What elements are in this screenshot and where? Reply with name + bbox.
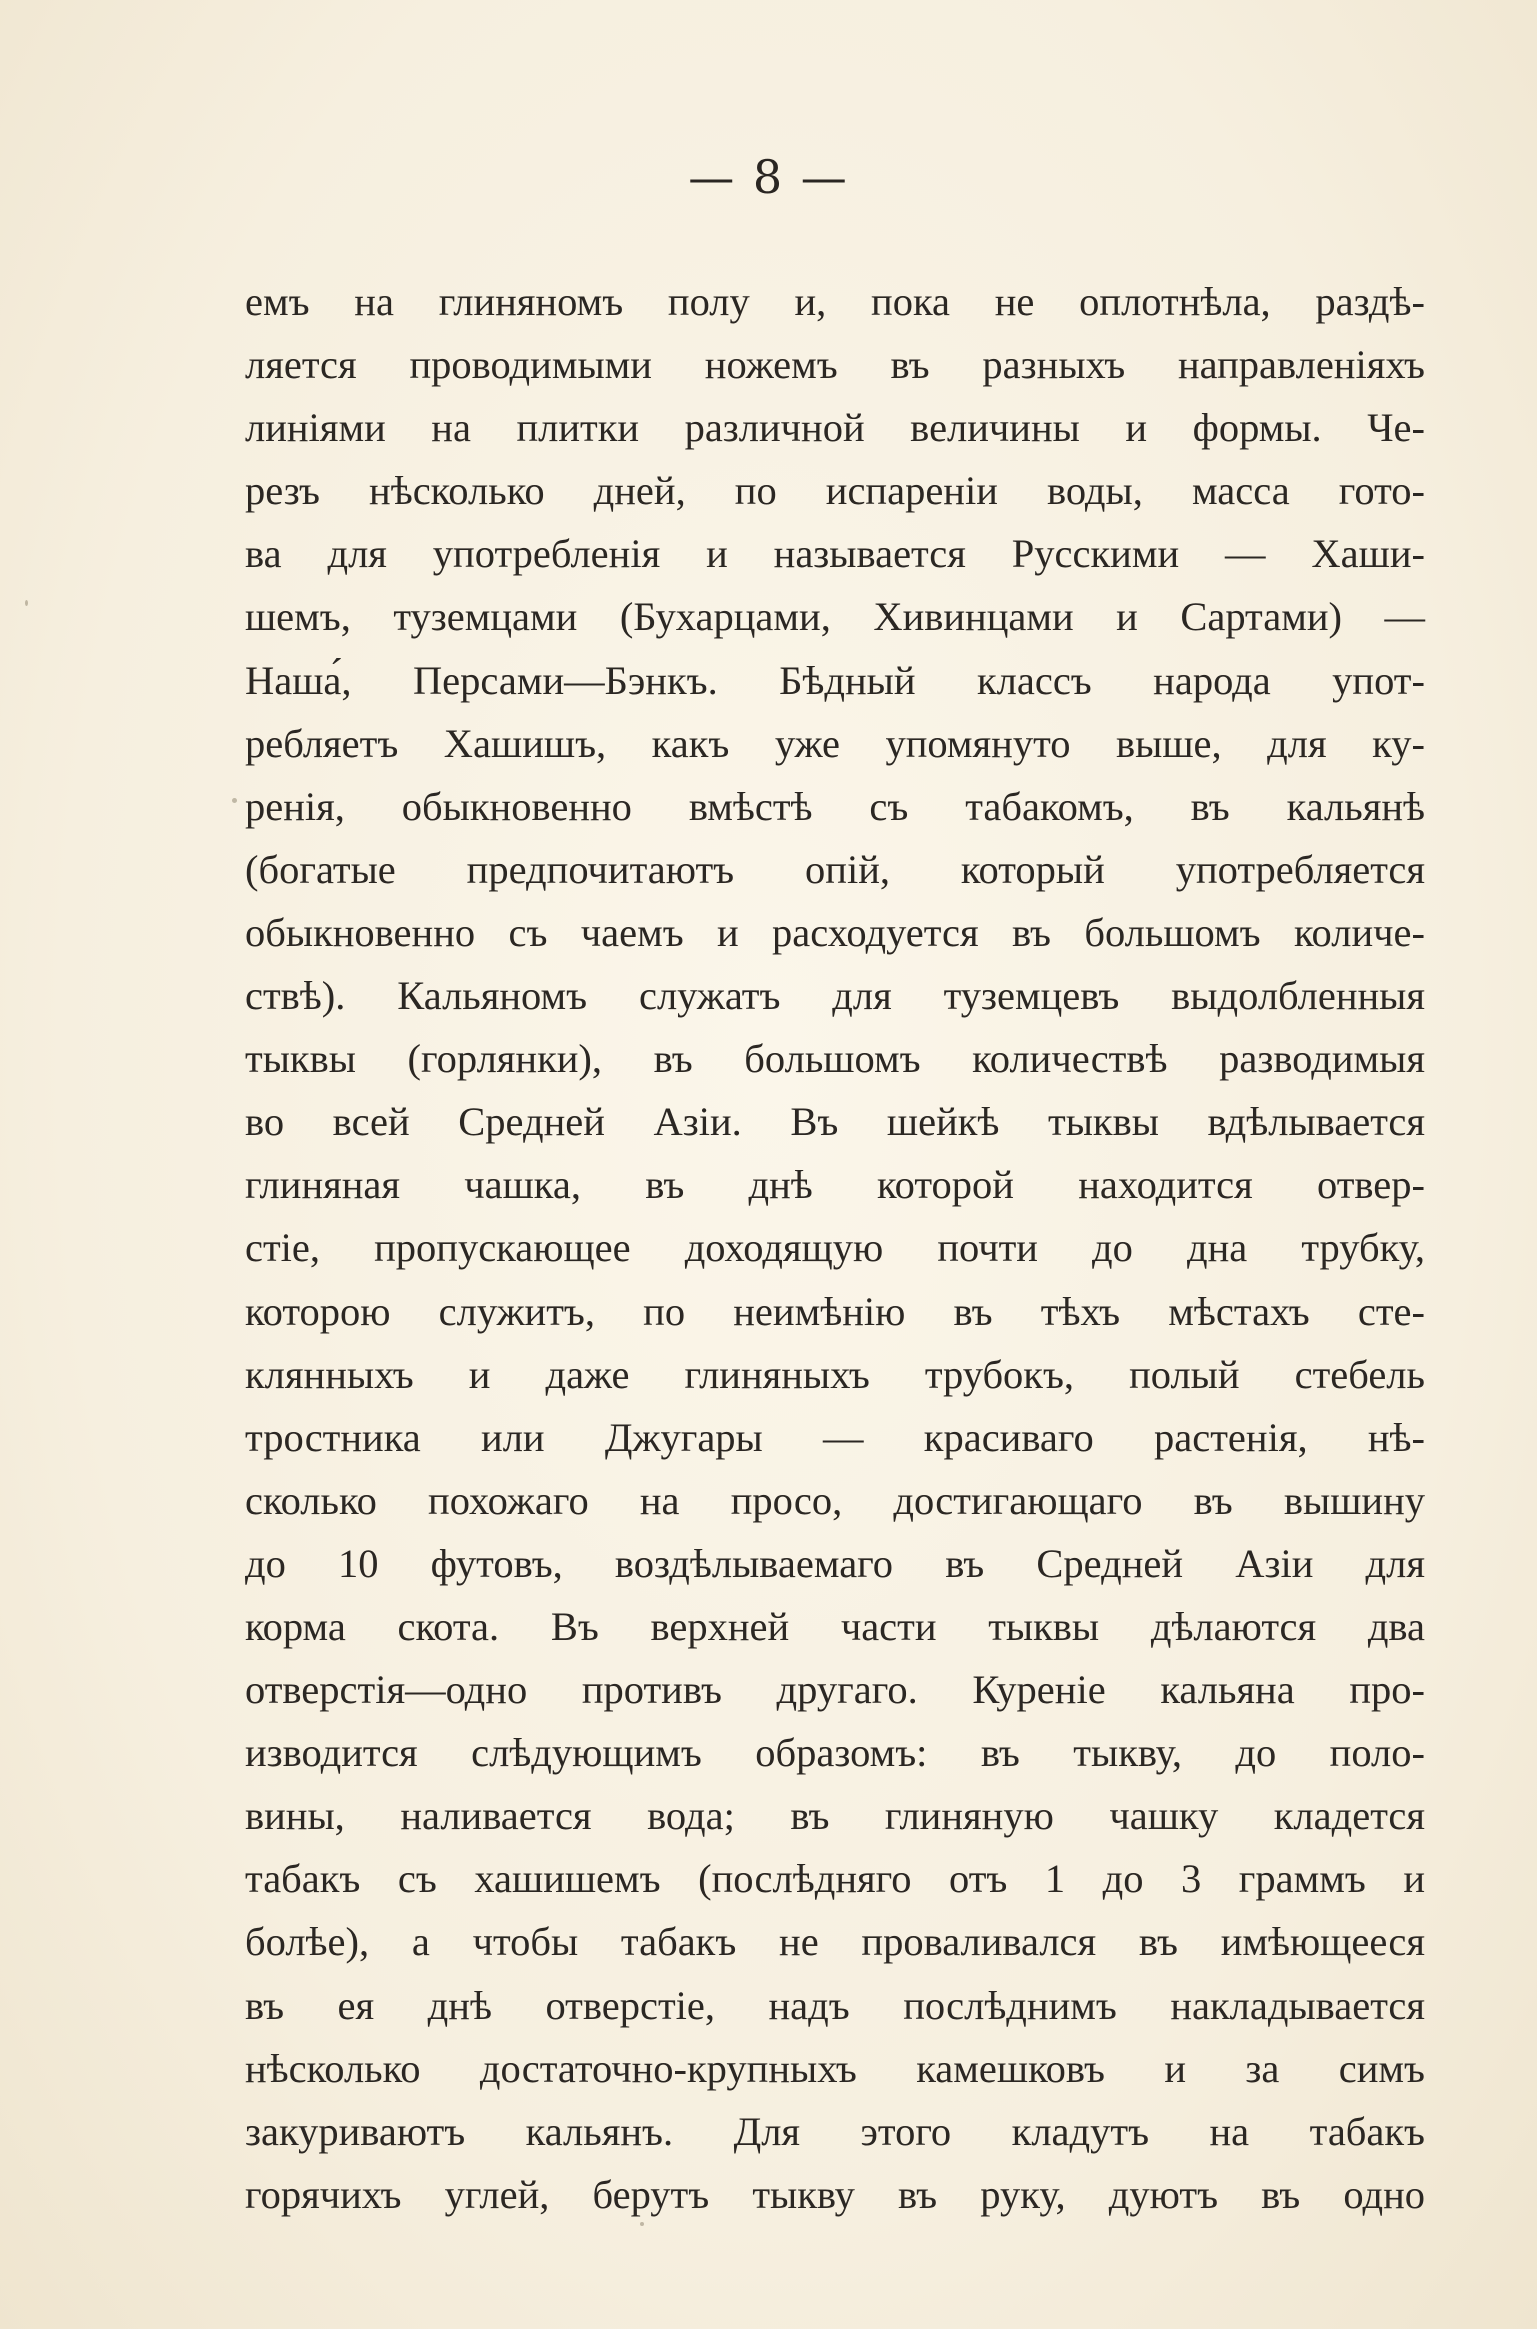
text-line: закуриваютъ кальянъ. Для этого кладутъ на табакъ — [245, 2108, 1425, 2154]
page-number: — 8 — — [688, 150, 849, 204]
text-line: корма скота. Въ верхней части тыквы дѣлаются два — [245, 1603, 1425, 1649]
text-line: обыкновенно съ чаемъ и расходуется въ большомъ количе- — [245, 909, 1425, 955]
text-line: ляется проводимыми ножемъ въ разныхъ направленіяхъ — [245, 342, 1425, 388]
text-line: резъ нѣсколько дней, по испареніи воды, масса гото- — [245, 468, 1425, 514]
text-line: въ ея днѣ отверстіе, надъ послѣднимъ накладывается — [245, 1982, 1425, 2028]
text-line: глиняная чашка, въ днѣ которой находится отвер- — [245, 1162, 1425, 1208]
text-line: табакъ съ хашишемъ (послѣдняго отъ 1 до 3 граммъ и — [245, 1856, 1425, 1902]
text-line: вины, наливается вода; въ глиняную чашку кладется — [245, 1793, 1425, 1839]
text-line: до 10 футовъ, воздѣлываемаго въ Средней Азіи для — [245, 1540, 1425, 1586]
text-line: изводится слѣдующимъ образомъ: въ тыкву, до поло- — [245, 1730, 1425, 1776]
paper-speck — [25, 600, 28, 606]
text-line: ребляетъ Хашишъ, какъ уже упомянуто выше, для ку- — [245, 720, 1425, 766]
body-text — [245, 270, 1425, 2226]
text-line: сколько похожаго на просо, достигающаго въ вышину — [245, 1477, 1425, 1523]
text-line: тростника или Джугары — красиваго растенія, нѣ- — [245, 1414, 1425, 1460]
text-line: шемъ, туземцами (Бухарцами, Хивинцами и Сартами) — — [245, 594, 1425, 640]
text-line: ренія, обыкновенно вмѣстѣ съ табакомъ, въ кальянѣ — [245, 783, 1425, 829]
paper-speck — [232, 798, 237, 803]
text-line: нѣсколько достаточно-крупныхъ камешковъ и за симъ — [245, 2045, 1425, 2091]
text-line: тыквы (горлянки), въ большомъ количествѣ разводимыя — [245, 1036, 1425, 1082]
text-line: стіе, пропускающее доходящую почти до дна трубку, — [245, 1225, 1425, 1271]
paper-speck — [640, 2222, 644, 2226]
text-line: во всей Средней Азіи. Въ шейкѣ тыквы вдѣлывается — [245, 1099, 1425, 1145]
text-line: которою служитъ, по неимѣнію въ тѣхъ мѣстахъ сте- — [245, 1288, 1425, 1334]
text-line: (богатые предпочитаютъ опій, который употребляется — [245, 846, 1425, 892]
text-line: горячихъ углей, берутъ тыкву въ руку, дуютъ въ одно — [245, 2171, 1425, 2217]
text-line: ва для употребленія и называется Русскими — Хаши- — [245, 531, 1425, 577]
text-line: емъ на глиняномъ полу и, пока не оплотнѣла, раздѣ- — [245, 279, 1425, 324]
text-line: ствѣ). Кальяномъ служатъ для туземцевъ выдолбленныя — [245, 973, 1425, 1019]
text-line: болѣе), а чтобы табакъ не проваливался въ имѣющееся — [245, 1919, 1425, 1965]
text-line: Наша́, Персами—Бэнкъ. Бѣдный классъ народа упот- — [245, 657, 1425, 703]
text-line: клянныхъ и даже глиняныхъ трубокъ, полый стебель — [245, 1351, 1425, 1397]
text-line: линіями на плитки различной величины и формы. Че- — [245, 405, 1425, 451]
text-line: отверстія—одно противъ другаго. Куреніе кальяна про- — [245, 1667, 1425, 1713]
